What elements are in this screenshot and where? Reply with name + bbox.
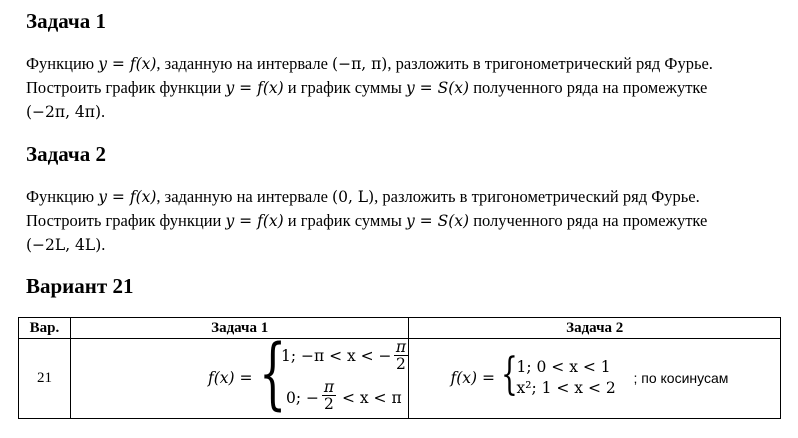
- task2-lhs: f(x) =: [450, 369, 495, 387]
- task2-eq-y-f: y = f(x): [98, 188, 157, 206]
- task1-lhs: f(x) =: [207, 369, 253, 387]
- task1-case1: 1; −π < x < −: [280, 347, 392, 365]
- task2-formula-cell: [409, 339, 781, 419]
- task1-brace: {: [258, 329, 287, 419]
- table-row: [19, 339, 781, 419]
- task2-brace: {: [501, 349, 519, 400]
- task1-range: (−2π, 4π): [26, 103, 102, 121]
- task1-eq-y-f: y = f(x): [98, 55, 157, 73]
- variant-heading: Вариант 21: [26, 274, 134, 298]
- task2-heading: Задача 2: [26, 142, 106, 166]
- task1-case2-rest: < x < π: [341, 389, 402, 407]
- task1-case1-fraction: $\frac{\pi}{2}$: [395, 338, 407, 373]
- task2-note: ; по косинусам: [633, 370, 729, 386]
- table-header-row: [19, 318, 781, 339]
- task1-piecewise: [207, 329, 408, 419]
- task1-case2: 0; −: [285, 389, 319, 407]
- variant-table: [18, 317, 781, 419]
- task2-case1: 1; 0 < x < 1: [516, 358, 611, 376]
- task2-range: (−2L, 4L): [26, 236, 102, 254]
- task1-heading: Задача 1: [26, 9, 106, 33]
- task2-interval: (0, L): [332, 188, 375, 206]
- task1-formula-cell: [70, 329, 409, 419]
- task1-case2-fraction: $\frac{\pi}{2}$: [323, 378, 335, 413]
- task1-text: Функцию y = f(x), заданную на интервале (−π, π), разложить в тригонометрический ряд Фурье. Построить график функции y = f(x) и график суммы y = S(x) полученного ряда на промежутке (−2π, 4π).: [26, 54, 713, 121]
- task2-case2: x²; 1 < x < 2: [516, 379, 616, 397]
- header-task2: Задача 2: [409, 318, 781, 339]
- task2-piecewise: [450, 339, 770, 418]
- variant-number: 21: [19, 339, 71, 419]
- task1-interval: (−π, π): [332, 55, 388, 73]
- task2-text: Функцию y = f(x), заданную на интервале (0, L), разложить в тригонометрический ряд Фурье. Построить график функции y = f(x) и график суммы y = S(x) полученного ряда на промежутке (−2L, 4L).: [26, 187, 708, 254]
- header-variant: Вар.: [19, 318, 71, 339]
- header-task1: Задача 1: [70, 318, 409, 339]
